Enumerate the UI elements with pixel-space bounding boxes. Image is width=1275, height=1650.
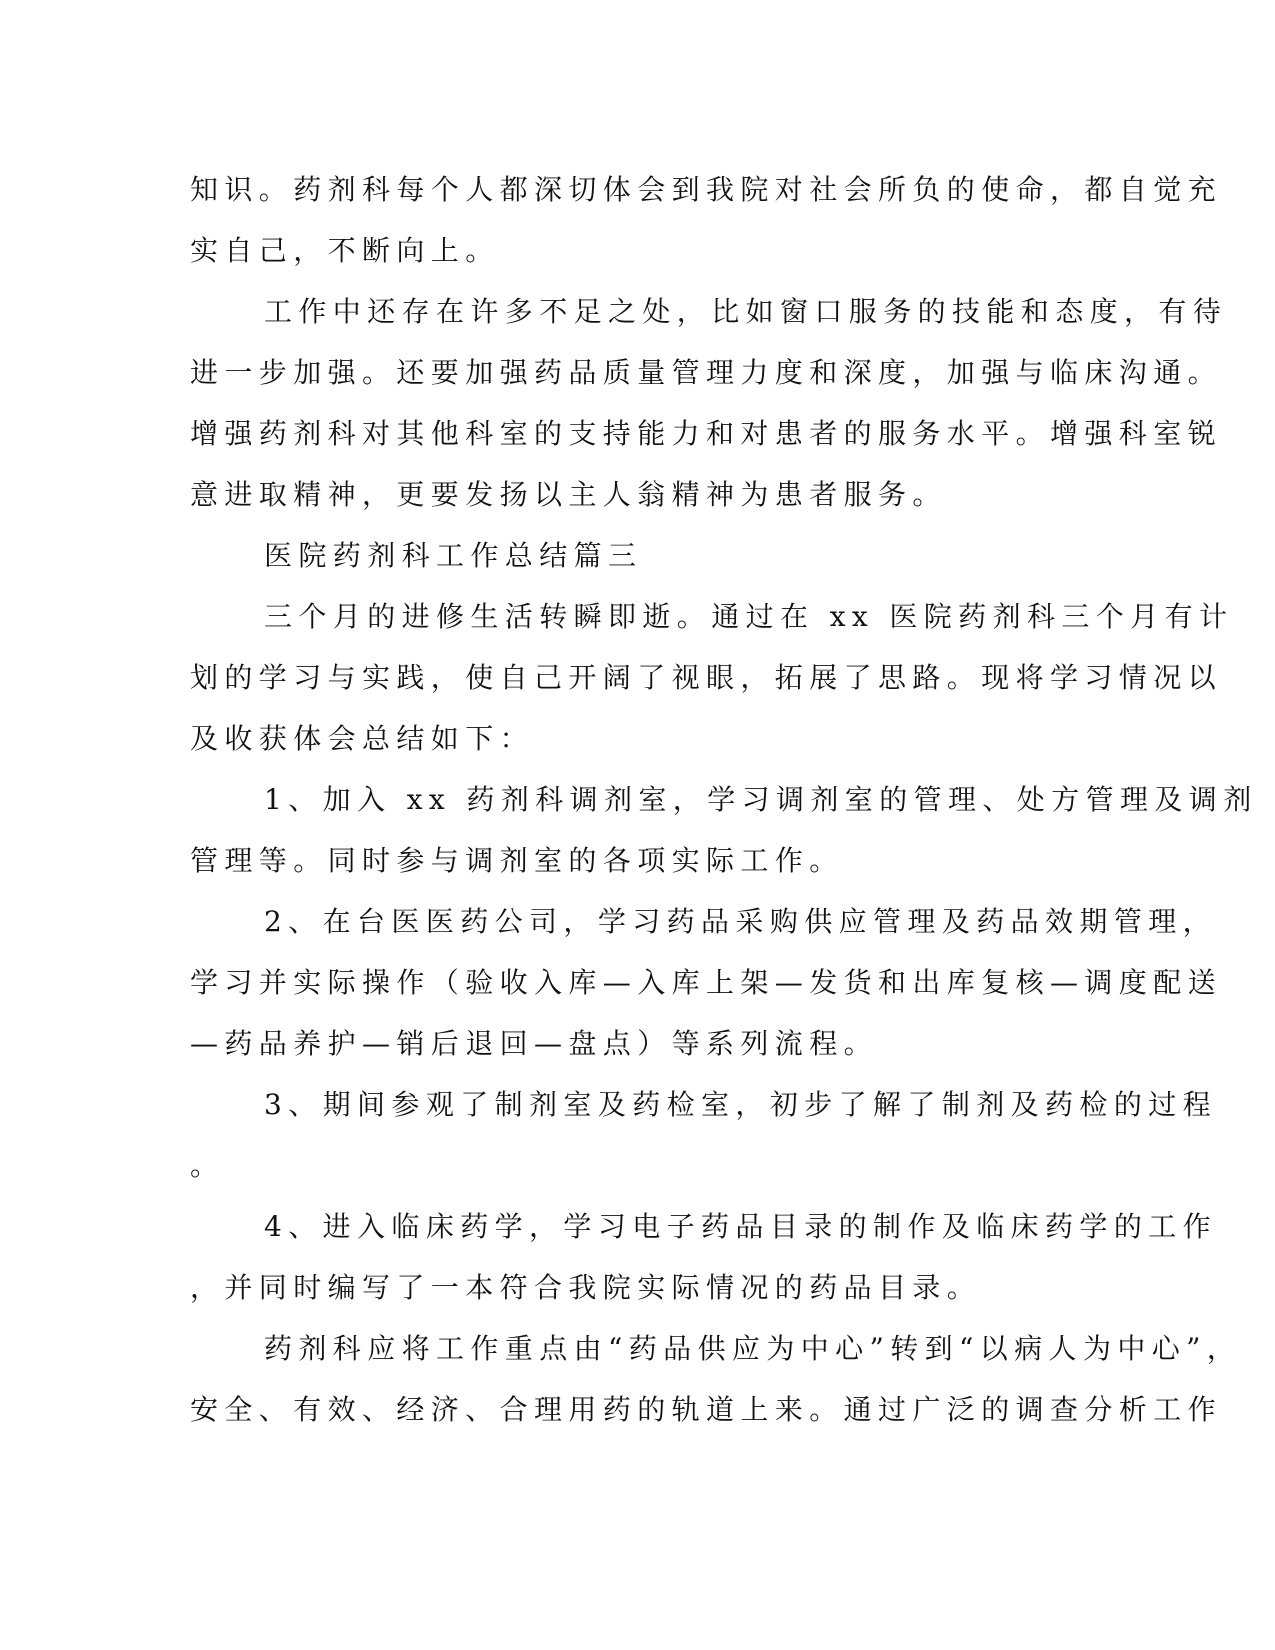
text-line: 知识。药剂科每个人都深切体会到我院对社会所负的使命，都自觉充 — [190, 173, 1223, 206]
list-item: 2、在台医医药公司，学习药品采购供应管理及药品效期管理， — [264, 905, 1218, 938]
text-line: 学习并实际操作（验收入库—入库上架—发货和出库复核—调度配送 — [190, 966, 1223, 999]
section-heading: 医院药剂科工作总结篇三 — [264, 539, 643, 572]
text-line: 安全、有效、经济、合理用药的轨道上来。通过广泛的调查分析工作 — [190, 1393, 1223, 1426]
text-line: 工作中还存在许多不足之处，比如窗口服务的技能和态度，有待 — [264, 295, 1228, 328]
text-line: ，并同时编写了一本符合我院实际情况的药品目录。 — [190, 1271, 982, 1304]
text-line: 意进取精神，更要发扬以主人翁精神为患者服务。 — [190, 478, 947, 511]
text-line: 。 — [190, 1149, 225, 1182]
text-line: 划的学习与实践，使自己开阔了视眼，拓展了思路。现将学习情况以 — [190, 661, 1223, 694]
text-line: 及收获体会总结如下： — [190, 722, 535, 755]
text-line: 实自己，不断向上。 — [190, 234, 500, 267]
text-line: 管理等。同时参与调剂室的各项实际工作。 — [190, 844, 844, 877]
list-item: 3、期间参观了制剂室及药检室，初步了解了制剂及药检的过程 — [264, 1088, 1218, 1121]
list-item: 1、加入 xx 药剂科调剂室，学习调剂室的管理、处方管理及调剂 — [264, 783, 1258, 816]
text-line: 进一步加强。还要加强药品质量管理力度和深度，加强与临床沟通。 — [190, 356, 1223, 389]
text-line: 增强药剂科对其他科室的支持能力和对患者的服务水平。增强科室锐 — [190, 417, 1223, 450]
list-item: 4、进入临床药学，学习电子药品目录的制作及临床药学的工作 — [264, 1210, 1218, 1243]
text-line: 三个月的进修生活转瞬即逝。通过在 xx 医院药剂科三个月有计 — [264, 600, 1234, 633]
text-line: 药剂科应将工作重点由“药品供应为中心”转到“以病人为中心”， — [264, 1332, 1242, 1365]
text-line: —药品养护—销后退回—盘点）等系列流程。 — [190, 1027, 879, 1060]
